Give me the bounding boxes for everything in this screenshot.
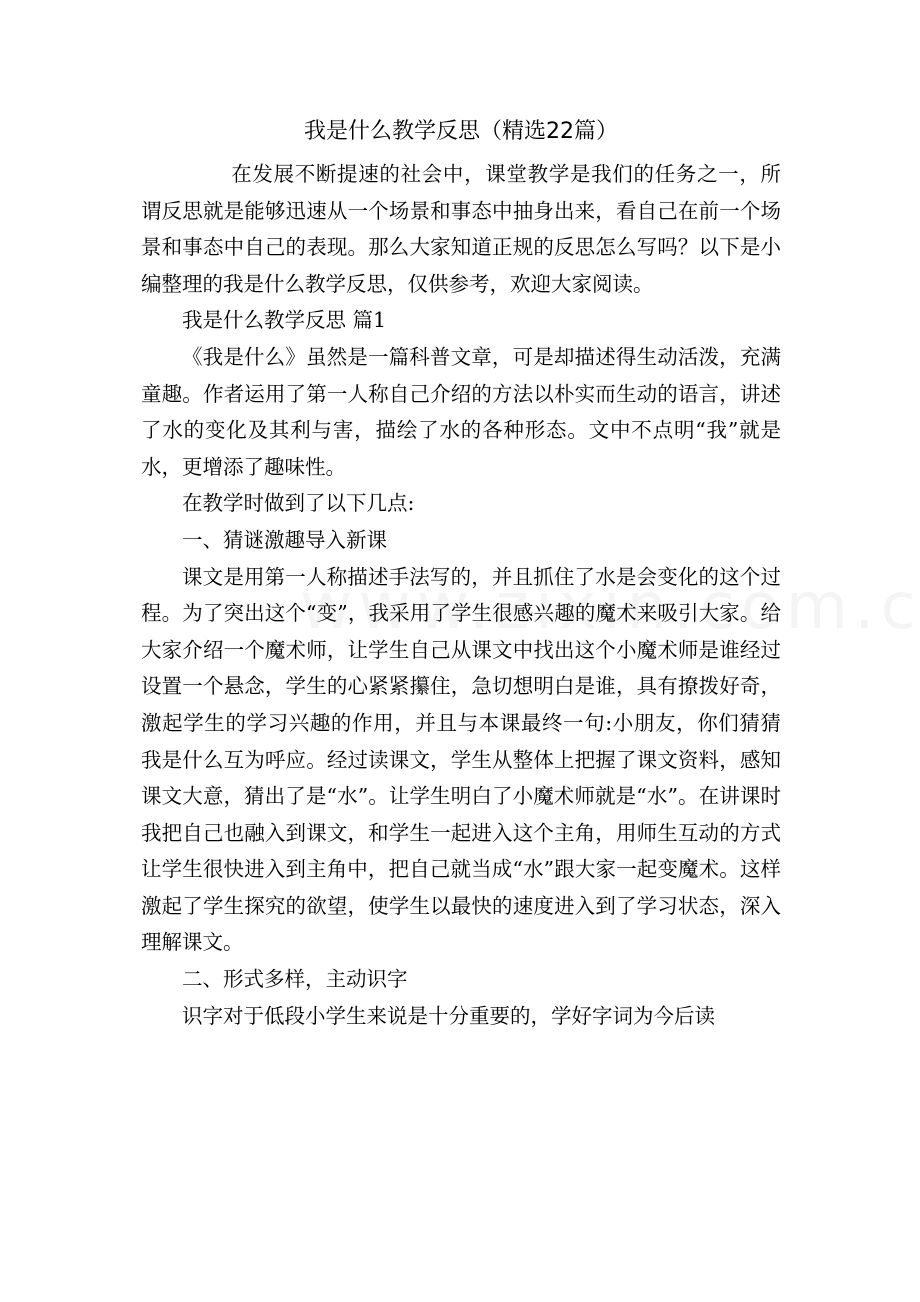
section-heading-1: 我是什么教学反思 篇1 — [182, 308, 387, 333]
document-title: 我是什么教学反思（精选22篇） — [304, 119, 618, 144]
subsection-heading-2: 二、形式多样，主动识字 — [182, 967, 408, 992]
subsection-heading-1: 一、猜谜激趣导入新课 — [182, 527, 387, 552]
intro-paragraph: 在发展不断提速的社会中，课堂教学是我们的任务之一，所谓反思就是能够迅速从一个场景和事态中抽身出来，看自己在前一个场景和事态中自己的表现。那么大家知道正规的反思怎么写吗？以下是小编整理的我是什么教学反思，仅供参考，欢迎大家阅读。 — [141, 162, 781, 296]
body-paragraph: 《我是什么》虽然是一篇科普文章，可是却描述得生动活泼，充满童趣。作者运用了第一人称自己介绍的方法以朴实而生动的语言，讲述了水的变化及其利与害，描绘了水的各种形态。文中不点明“我”就是水，更增添了趣味性。 — [141, 344, 781, 479]
document-page — [141, 112, 781, 1034]
body-paragraph: 在教学时做到了以下几点: — [182, 491, 415, 516]
body-paragraph: 课文是用第一人称描述手法写的，并且抓住了水是会变化的这个过程。为了突出这个“变”，我采用了学生很感兴趣的魔术来吸引大家。给大家介绍一个魔术师，让学生自己从课文中找出这个小魔术师是谁经过设置一个悬念，学生的心紧紧攥住，急切想明白是谁，具有撩拨好奇，激起学生的学习兴趣的作用，并且与本课最终一句:小朋友，你们猜猜我是什么互为呼应。经过读课文，学生从整体上把握了课文资料，感知课文大意，猜出了是“水”。让学生明白了小魔术师就是“水”。在讲课时我把自己也融入到课文，和学生一起进入这个主角，用师生互动的方式让学生很快进入到主角中，把自己就当成“水”跟大家一起变魔术。这样激起了学生探究的欲望，使学生以最快的速度进入到了学习状态，深入理解课文。 — [141, 564, 781, 955]
body-paragraph: 识字对于低段小学生来说是十分重要的，学好字词为今后读 — [182, 1003, 715, 1028]
